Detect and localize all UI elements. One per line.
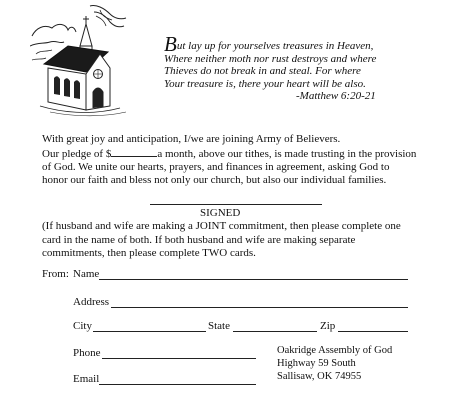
church-address <box>277 344 392 383</box>
address-label: Address <box>73 296 110 308</box>
church-name: Oakridge Assembly of God <box>277 345 393 356</box>
state-field[interactable] <box>233 331 317 332</box>
scripture-verse <box>164 32 469 103</box>
verse-line-4: Your treasure is, there your heart will be also. <box>164 77 366 90</box>
email-field[interactable] <box>99 384 256 385</box>
phone-field[interactable] <box>102 358 256 359</box>
city-label: City <box>73 320 92 332</box>
verse-line-3: Thieves do not break in and steal. For where <box>164 65 361 77</box>
pledge-suffix: a month, above our tithes, is made trusting in the provision <box>157 148 417 160</box>
email-label: Email <box>73 373 100 385</box>
instructions-line-1: (If husband and wife are making a JOINT commitment, then please complete one <box>42 220 401 232</box>
church-illustration-icon <box>30 2 136 120</box>
pledge-amount-field[interactable] <box>111 146 157 157</box>
name-label: Name <box>73 268 100 280</box>
instructions-line-2: card in the name of both. If both husband and wife are making separate <box>42 233 356 246</box>
address-field[interactable] <box>111 307 408 308</box>
state-label: State <box>208 320 230 332</box>
name-field[interactable] <box>99 279 408 280</box>
church-street: Highway 59 South <box>277 358 356 369</box>
city-field[interactable] <box>93 331 206 332</box>
commitment-line-1: With great joy and anticipation, I/we are joining Army of Believers. <box>42 133 341 145</box>
verse-dropcap: B <box>164 32 177 56</box>
commitment-line-4: honor our faith and bless not only our church, but also our individual families. <box>42 174 387 186</box>
pledge-prefix: Our pledge of $ <box>42 148 112 160</box>
zip-field[interactable] <box>338 331 408 332</box>
phone-label: Phone <box>73 347 101 359</box>
verse-line-2: Where neither moth nor rust destroys and where <box>164 52 377 65</box>
signed-label: SIGNED <box>200 207 241 219</box>
verse-line-1: ut lay up for yourselves treasures in Heaven, <box>176 40 374 52</box>
signature-field[interactable] <box>150 204 322 205</box>
zip-label: Zip <box>320 320 336 332</box>
instructions-line-3: commitments, then please complete TWO cards. <box>42 247 256 259</box>
instructions <box>42 220 467 261</box>
church-city-state-zip: Sallisaw, OK 74955 <box>277 371 362 382</box>
commitment-line-3: of God. We unite our hearts, prayers, and finances in agreement, asking God to <box>42 161 390 173</box>
commitment-statement <box>42 133 467 187</box>
verse-reference: -Matthew 6:20-21 <box>296 90 376 102</box>
from-label: From: <box>42 268 69 280</box>
pledge-line <box>42 146 467 161</box>
